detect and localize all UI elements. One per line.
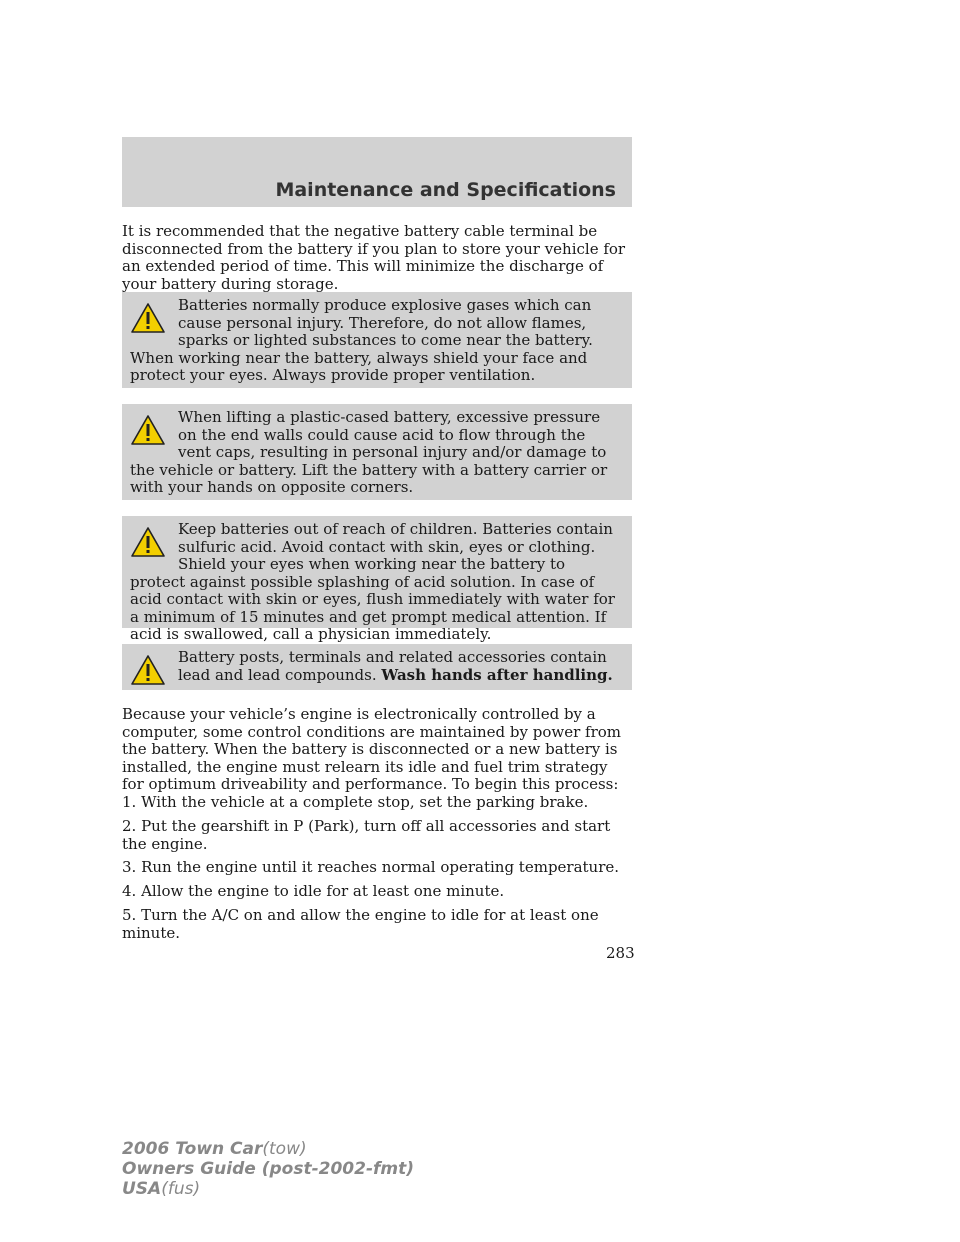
footer-line-guide xyxy=(122,1159,414,1179)
warning-triangle-icon xyxy=(130,414,166,446)
warning-text: Batteries normally produce explosive gases which can cause personal injury. Therefore, do not allow flames, sparks or lighted substances to come near the battery. When working near the battery, always shield your face and protect your eyes. Always provide proper ventilation. xyxy=(130,296,593,384)
warning-triangle-icon xyxy=(130,302,166,334)
step-4: 4. Allow the engine to idle for at least one minute. xyxy=(122,882,505,900)
warning-text xyxy=(130,649,622,684)
warning-box-lifting-battery xyxy=(122,404,632,500)
step-2: 2. Put the gearshift in P (Park), turn off all accessories and start the engine. xyxy=(122,817,611,853)
step-5: 5. Turn the A/C on and allow the engine to idle for at least one minute. xyxy=(122,906,599,942)
footer-model: 2006 Town Car xyxy=(122,1139,263,1159)
intro-paragraph: It is recommended that the negative battery cable terminal be disconnected from the battery if you plan to store your vehicle for an extended period of time. This will minimize the discharge of your battery during storage. xyxy=(122,222,626,293)
warning-text-normal: Battery posts, terminals and related accessories contain lead and lead compounds. xyxy=(178,648,607,684)
page-number: 283 xyxy=(606,944,635,962)
footer-line-market xyxy=(122,1179,414,1199)
warning-box-explosive-gases xyxy=(122,292,632,388)
warning-text: When lifting a plastic-cased battery, excessive pressure on the end walls could cause acid to flow through the vent caps, resulting in personal injury and/or damage to the vehicle or battery. Lift the battery with a battery carrier or with your hands on opposite corners. xyxy=(130,408,608,496)
header-band xyxy=(122,137,632,207)
warning-box-lead xyxy=(122,644,632,690)
footer-line-model xyxy=(122,1139,414,1159)
warning-triangle-icon xyxy=(130,654,166,686)
warning-text-bold: Wash hands after handling. xyxy=(381,665,613,684)
footer-imprint xyxy=(122,1139,414,1199)
footer-market-code: (fus) xyxy=(161,1179,201,1199)
warning-box-sulfuric-acid xyxy=(122,516,632,643)
footer-guide: Owners Guide (post-2002-fmt) xyxy=(122,1159,415,1179)
step-3: 3. Run the engine until it reaches normal operating temperature. xyxy=(122,858,620,876)
warning-triangle-icon xyxy=(130,526,166,558)
footer-model-code: (tow) xyxy=(262,1139,307,1159)
step-1: 1. With the vehicle at a complete stop, set the parking brake. xyxy=(122,793,589,811)
warning-text: Keep batteries out of reach of children. Batteries contain sulfuric acid. Avoid contact with skin, eyes or clothing. Shield your eyes when working near the battery to protect against possible splashing of acid solution. In case of acid contact with skin or eyes, flush immediately with water for a minimum of 15 minutes and get prompt medical attention. If acid is swallowed, call a physician immediately. xyxy=(130,520,615,643)
footer-market: USA xyxy=(122,1179,162,1199)
relearn-paragraph: Because your vehicle’s engine is electronically controlled by a computer, some control conditions are maintained by power from the battery. When the battery is disconnected or a new battery is installed, the engine must relearn its idle and fuel trim strategy for optimum driveability and performance. To begin this process: xyxy=(122,705,622,793)
section-title: Maintenance and Specifications xyxy=(275,179,616,201)
